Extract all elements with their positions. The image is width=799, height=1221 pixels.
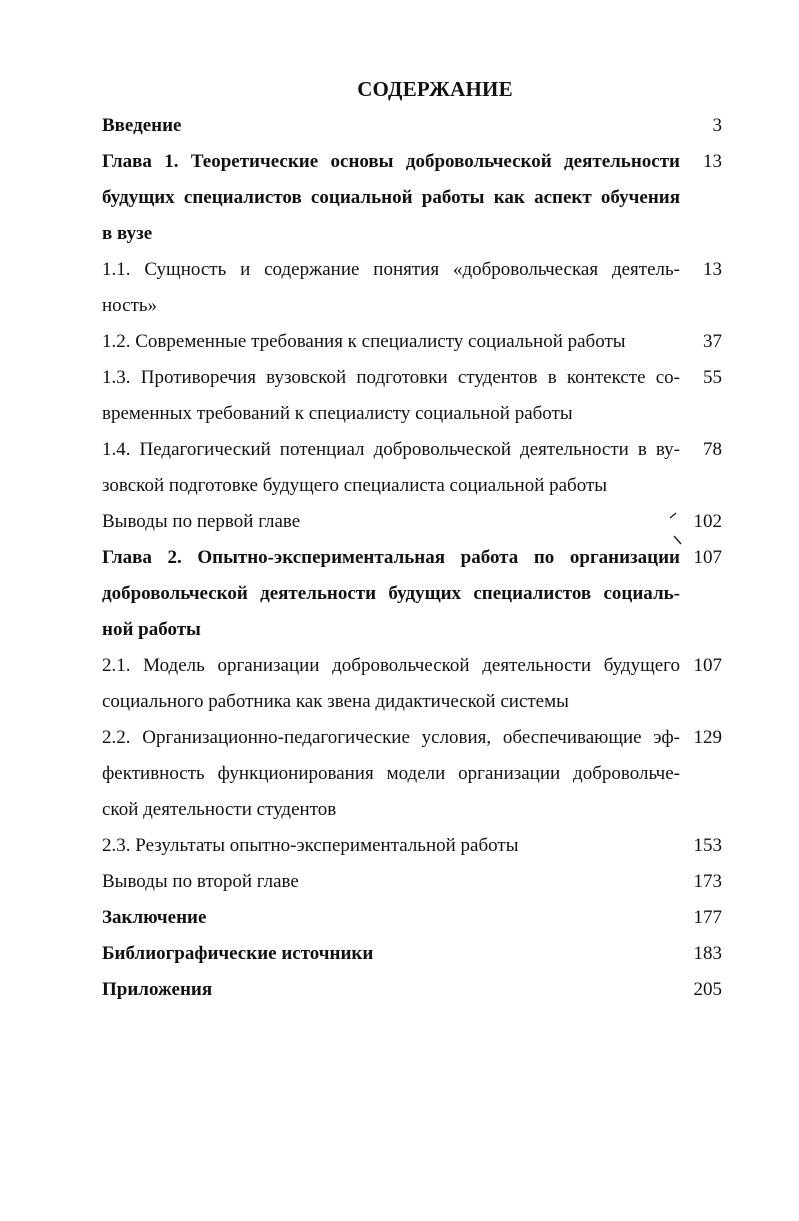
toc-page-number: 3 xyxy=(712,115,722,136)
toc-entry-line: Приложения xyxy=(102,979,213,1000)
toc-entry-line: ность» xyxy=(102,295,158,316)
toc-entry-text xyxy=(102,540,680,648)
toc-page-number: 173 xyxy=(693,871,722,892)
toc-entry-text xyxy=(102,648,680,720)
toc-entry-text xyxy=(102,504,680,540)
toc-page-number: 107 xyxy=(693,655,722,676)
toc-entry-chapter-2 xyxy=(102,540,722,648)
toc-entry-text xyxy=(102,864,680,900)
toc-entry-conclusions-chapter-1 xyxy=(102,504,722,540)
toc-entry-line: 2.3. Результаты опытно-экспериментальной работы xyxy=(102,835,519,856)
toc-page-number: 107 xyxy=(693,547,722,568)
toc-entry-line: 1.3. Противоречия вузовской подготовки студентов в контексте со- xyxy=(102,367,680,388)
toc-entry-section-2-2 xyxy=(102,720,722,828)
toc-entry-text xyxy=(102,720,680,828)
toc-entry-line: зовской подготовке будущего специалиста социальной работы xyxy=(102,475,608,496)
toc-entry-text xyxy=(102,144,680,252)
toc-entry-line: Глава 1. Теоретические основы добровольческой деятельности xyxy=(102,151,680,172)
toc-entry-text xyxy=(102,828,680,864)
toc-page-number: 13 xyxy=(703,259,722,280)
toc-entry-line: Заключение xyxy=(102,907,207,928)
toc-entry-section-1-1 xyxy=(102,252,722,324)
toc-entry-chapter-1 xyxy=(102,144,722,252)
toc-entry-line: Глава 2. Опытно-экспериментальная работа по организации xyxy=(102,547,680,568)
page-title: СОДЕРЖАНИЕ xyxy=(357,77,513,101)
toc-entry-line: в вузе xyxy=(102,223,153,244)
toc-entry-line: 2.1. Модель организации добровольческой деятельности будущего xyxy=(102,655,680,676)
toc-entry-section-1-2 xyxy=(102,324,722,360)
toc-entry-text xyxy=(102,936,680,972)
toc-entry-line: временных требований к специалисту социальной работы xyxy=(102,403,573,424)
toc-entry-line: добровольческой деятельности будущих специалистов социаль- xyxy=(102,583,680,604)
toc-entry-text xyxy=(102,360,680,432)
toc-entry-section-2-1 xyxy=(102,648,722,720)
toc-page-number: 153 xyxy=(693,835,722,856)
toc-entry-introduction xyxy=(102,108,722,144)
toc-entry-text xyxy=(102,432,680,504)
toc-entry-text xyxy=(102,972,680,1008)
toc-entry-line: 1.2. Современные требования к специалисту социальной работы xyxy=(102,331,626,352)
toc-page-number: 183 xyxy=(693,943,722,964)
toc-entry-line: 2.2. Организационно-педагогические условия, обеспечивающие эф- xyxy=(102,727,680,748)
toc-page-number: 13 xyxy=(703,151,722,172)
toc-page-number: 37 xyxy=(703,331,722,352)
toc-entry-line: фективность функционирования модели организации добровольче- xyxy=(102,763,680,784)
toc-entry-section-1-4 xyxy=(102,432,722,504)
toc-entry-text xyxy=(102,900,680,936)
toc-entry-conclusions-chapter-2 xyxy=(102,864,722,900)
toc-entry-line: ской деятельности студентов xyxy=(102,799,337,820)
toc-entry-section-1-3 xyxy=(102,360,722,432)
toc-entry-line: Библиографические источники xyxy=(102,943,374,964)
toc-entry-line: 1.4. Педагогический потенциал добровольческой деятельности в ву- xyxy=(102,439,680,460)
toc-entry-line: будущих специалистов социальной работы как аспект обучения xyxy=(102,187,680,208)
toc-page-number: 55 xyxy=(703,367,722,388)
toc-entry-conclusion xyxy=(102,900,722,936)
toc-page-number: 78 xyxy=(703,439,722,460)
toc-page-number: 177 xyxy=(693,907,722,928)
toc-entry-line: 1.1. Сущность и содержание понятия «добровольческая деятель- xyxy=(102,259,680,280)
toc-page-number: 205 xyxy=(693,979,722,1000)
toc-entry-line: ной работы xyxy=(102,619,201,640)
table-of-contents xyxy=(102,108,722,1008)
toc-entry-line: Введение xyxy=(102,115,182,136)
toc-entry-text xyxy=(102,252,680,324)
toc-entry-line: социального работника как звена дидактической системы xyxy=(102,691,569,712)
toc-entry-line: Выводы по первой главе xyxy=(102,511,301,532)
toc-page-number: 129 xyxy=(693,727,722,748)
toc-entry-text xyxy=(102,324,680,360)
toc-entry-line: Выводы по второй главе xyxy=(102,871,299,892)
toc-entry-text xyxy=(102,108,680,144)
toc-entry-bibliography xyxy=(102,936,722,972)
toc-entry-appendices xyxy=(102,972,722,1008)
toc-entry-section-2-3 xyxy=(102,828,722,864)
toc-page-number: 102 xyxy=(693,511,722,532)
